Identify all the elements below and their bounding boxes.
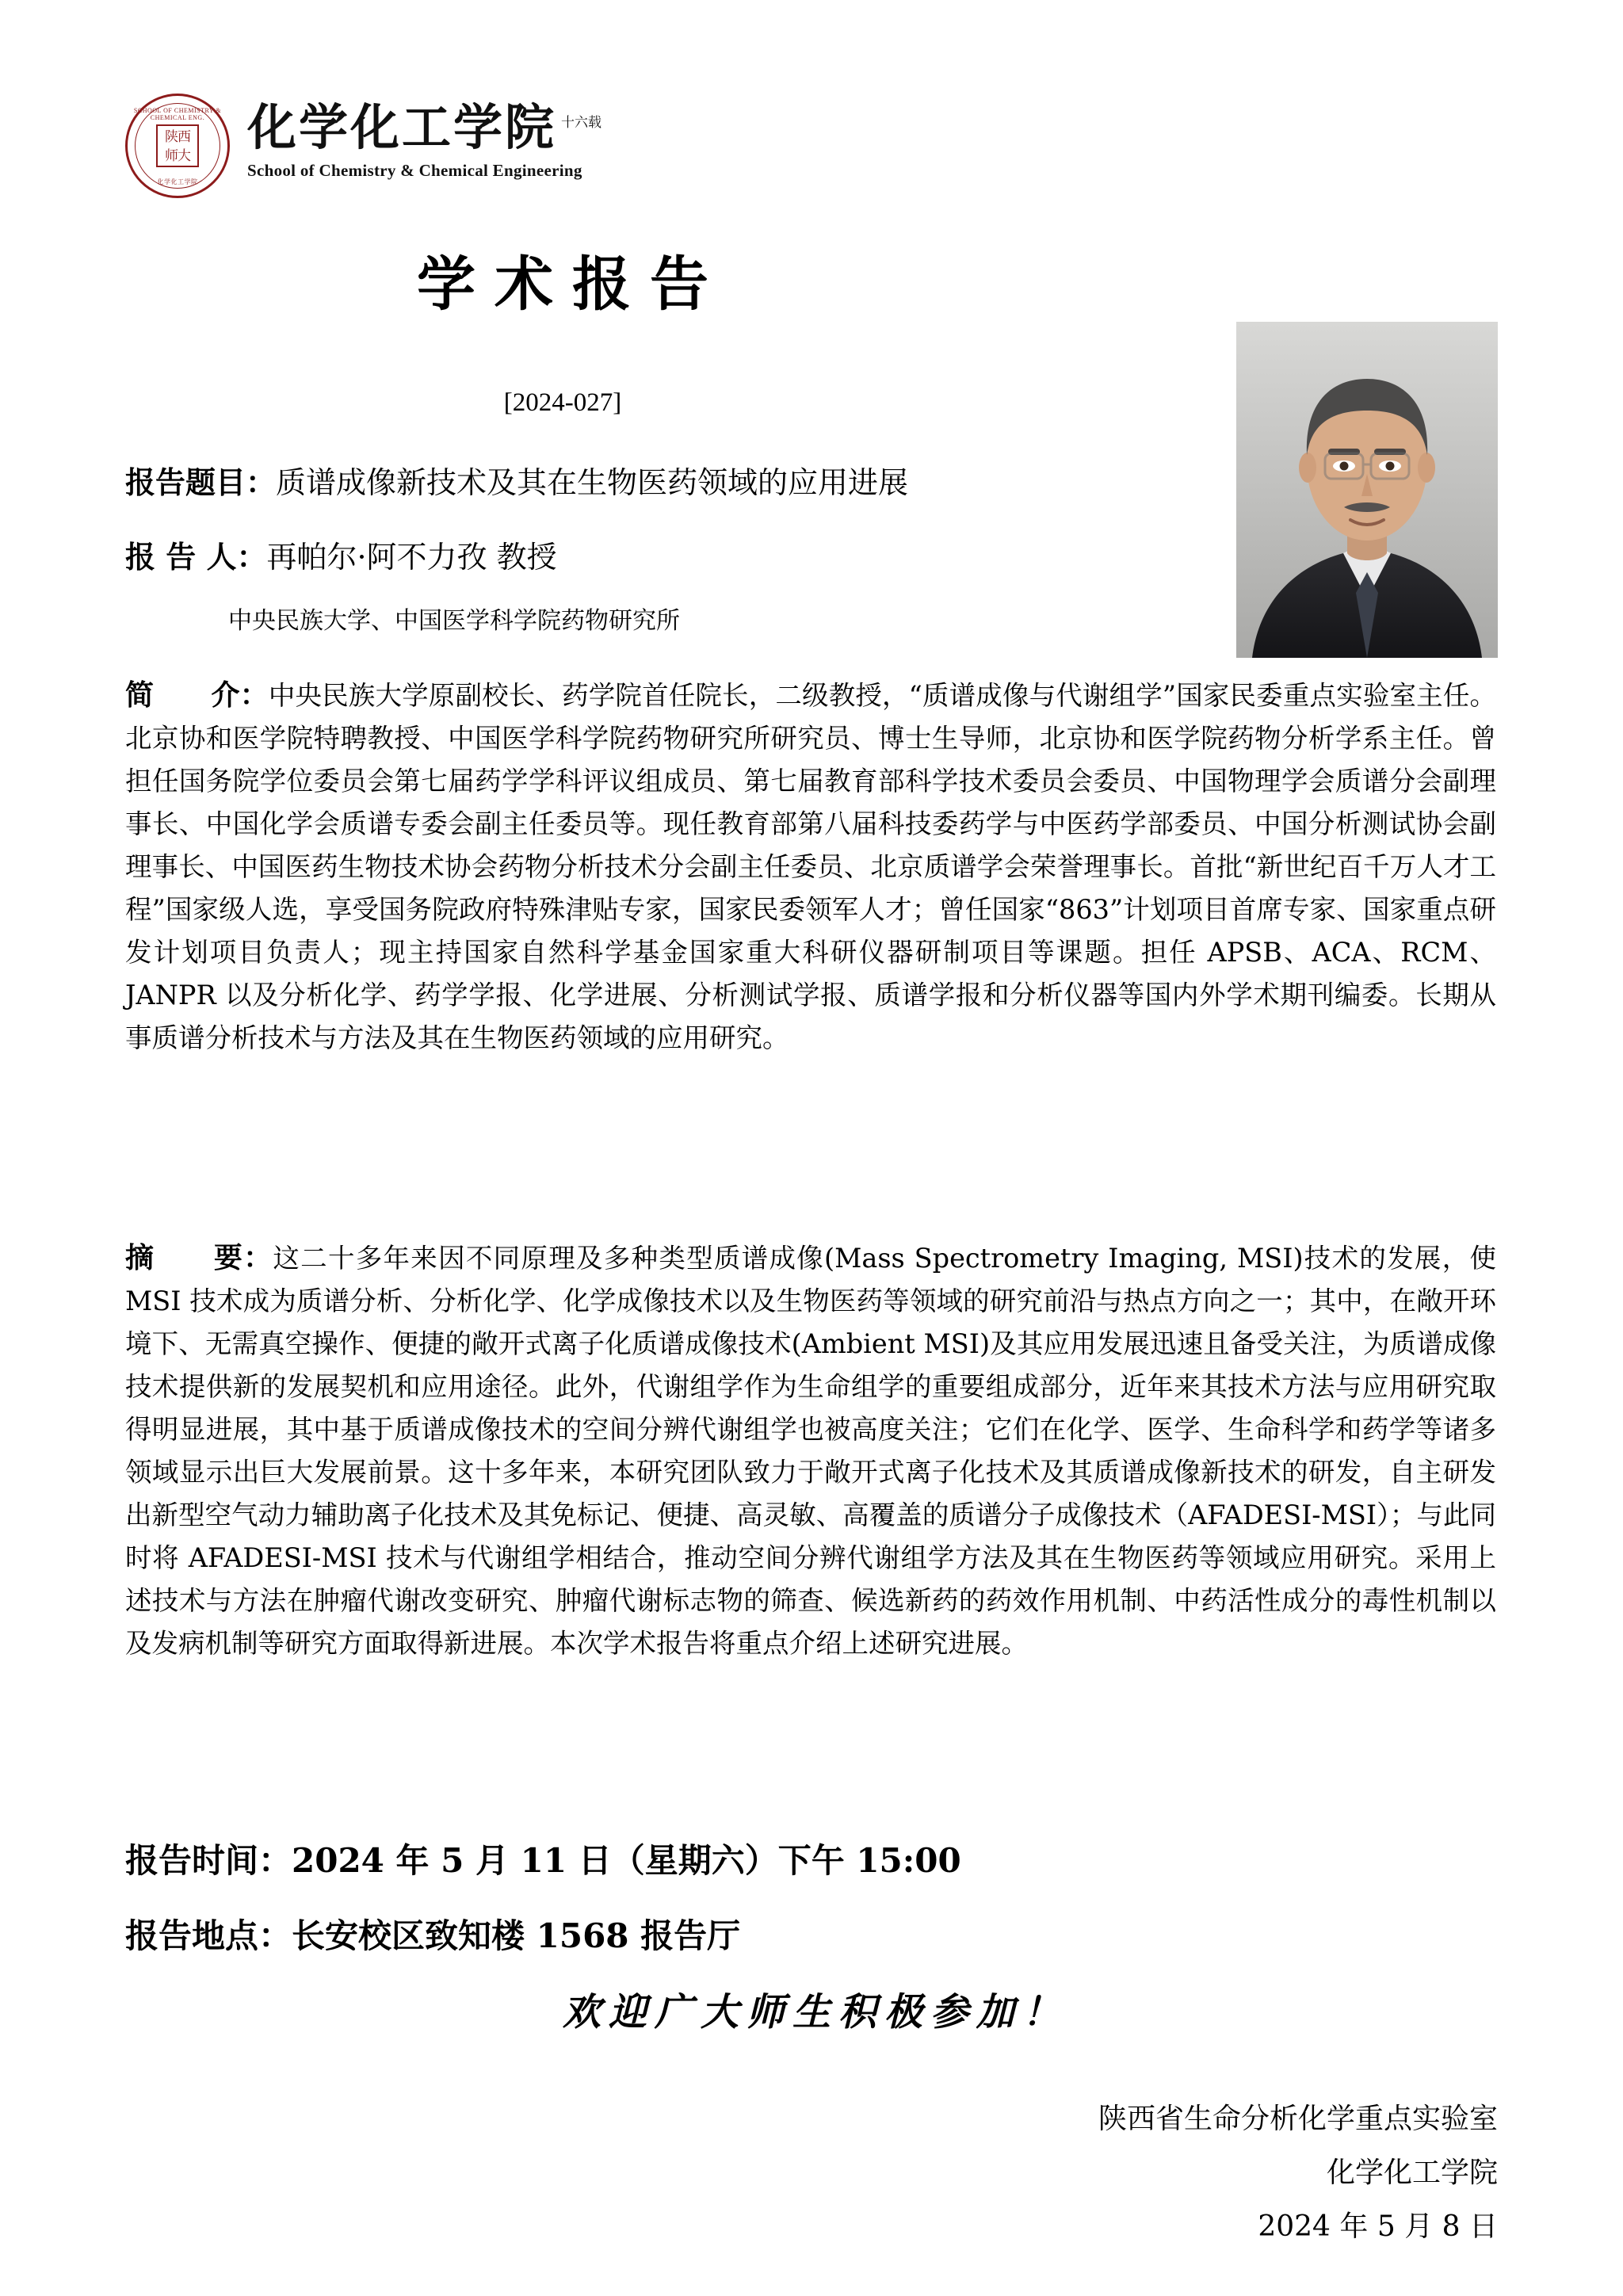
report-topic-label: 报告题目：	[125, 464, 277, 500]
speaker-portrait	[1236, 322, 1498, 658]
signature-line-2: 化学化工学院	[1326, 2157, 1498, 2189]
report-topic-value: 质谱成像新技术及其在生物医药领域的应用进展	[276, 465, 909, 500]
seal-arc-bottom-text: 化学化工学院	[157, 178, 198, 185]
school-name-block	[247, 94, 601, 181]
abstract-text: 这二十多年来因不同原理及多种类型质谱成像(Mass Spectrometry Imaging, MSI)技术的发展，使 MSI 技术成为质谱分析、分析化学、化学成像技术以及生物医药等领域的研究前沿与热点方向之一；其中，在敞开环境下、无需真空操作、便捷的敞开式离子化质谱成像技术(Ambient MSI)及其应用发展迅速且备受关注，为质谱成像技术提供新的发展契机和应用途径。此外，代谢组学作为生命组学的重要组成部分，近年来其技术方法与应用研究取得明显进展，其中基于质谱成像技术的空间分辨代谢组学也被高度关注；它们在化学、医学、生命科学和药学等诸多领域显示出巨大发展前景。这十多年来，本研究团队致力于敞开式离子化技术及其质谱成像新技术的研发，自主研发出新型空气动力辅助离子化技术及其免标记、便捷、高灵敏、高覆盖的质谱分子成像技术（AFADESI-MSI）；与此同时将 AFADESI-MSI 技术与代谢组学相结合，推动空间分辨代谢组学方法及其在生物医药等领域应用研究。采用上述技术与方法在肿瘤代谢改变研究、肿瘤代谢标志物的筛查、候选新药的药效作用机制、中药活性成分的毒性机制以及发病机制等研究方面取得新进展。本次学术报告将重点介绍上述研究进展。	[125, 1243, 1496, 1659]
header-logo-block	[125, 94, 601, 198]
report-time-value: 2024 年 5 月 11 日（星期六）下午 15:00	[292, 1841, 961, 1880]
report-place-label: 报告地点：	[125, 1916, 292, 1955]
speaker-bio-text: 中央民族大学原副校长、药学院首任院长，二级教授，“质谱成像与代谢组学”国家民委重点实验室主任。北京协和医学院特聘教授、中国医学科学院药物研究所研究员、博士生导师，北京协和医学院药物分析学系主任。曾担任国务院学位委员会第七届药学学科评议组成员、第七届教育部科学技术委员会委员、中国物理学会质谱分会副理事长、中国化学会质谱专委会副主任委员等。现任教育部第八届科技委药学与中医药学部委员、中国分析测试协会副理事长、中国医药生物技术协会药物分析技术分会副主任委员、北京质谱学会荣誉理事长。首批“新世纪百千万人才工程”国家级人选，享受国务院政府特殊津贴专家，国家民委领军人才；曾任国家“863”计划项目首席专家、国家重点研发计划项目负责人；现主持国家自然科学基金国家重大科研仪器研制项目等课题。担任 APSB、ACA、RCM、JANPR 以及分析化学、药学学报、化学进展、分析测试学报、质谱学报和分析仪器等国内外学术期刊编委。长期从事质谱分析技术与方法及其在生物医药领域的应用研究。	[125, 680, 1496, 1053]
document-code: [2024-027]	[503, 388, 622, 417]
university-seal-icon	[125, 94, 230, 198]
abstract-label: 摘 要：	[125, 1241, 273, 1274]
report-speaker-label: 报 告 人：	[125, 539, 267, 575]
report-topic-row	[125, 458, 908, 502]
report-speaker-value: 再帕尔·阿不力孜 教授	[266, 540, 557, 575]
school-name-en: School of Chemistry & Chemical Engineering	[247, 161, 582, 181]
report-speaker-row	[125, 533, 557, 576]
seal-arc-top-text: SCHOOL OF CHEMISTRY & CHEMICAL ENG.	[133, 107, 222, 121]
signature-block	[1098, 2092, 1498, 2254]
abstract-paragraph	[125, 1236, 1496, 1665]
welcome-slogan: 欢迎广大师生积极参加！	[562, 1990, 1068, 2034]
speaker-affiliation: 中央民族大学、中国医学科学院药物研究所	[228, 607, 680, 635]
signature-line-3: 2024 年 5 月 8 日	[1258, 2210, 1498, 2243]
school-name-cn-sup: 十六载	[561, 115, 602, 132]
report-place-row	[125, 1910, 740, 1958]
report-place-value: 长安校区致知楼 1568 报告厅	[292, 1916, 741, 1955]
speaker-bio-paragraph	[125, 674, 1496, 1060]
page-title: 学术报告	[417, 250, 727, 319]
speaker-bio-label: 简 介：	[125, 678, 269, 712]
report-time-label: 报告时间：	[125, 1841, 292, 1880]
signature-line-1: 陕西省生命分析化学重点实验室	[1098, 2103, 1498, 2135]
school-name-cn	[247, 98, 602, 156]
seal-inner-text: 陕西 师大	[156, 124, 199, 167]
school-name-cn-text: 化学化工学院	[247, 98, 557, 156]
report-time-row	[125, 1835, 961, 1882]
